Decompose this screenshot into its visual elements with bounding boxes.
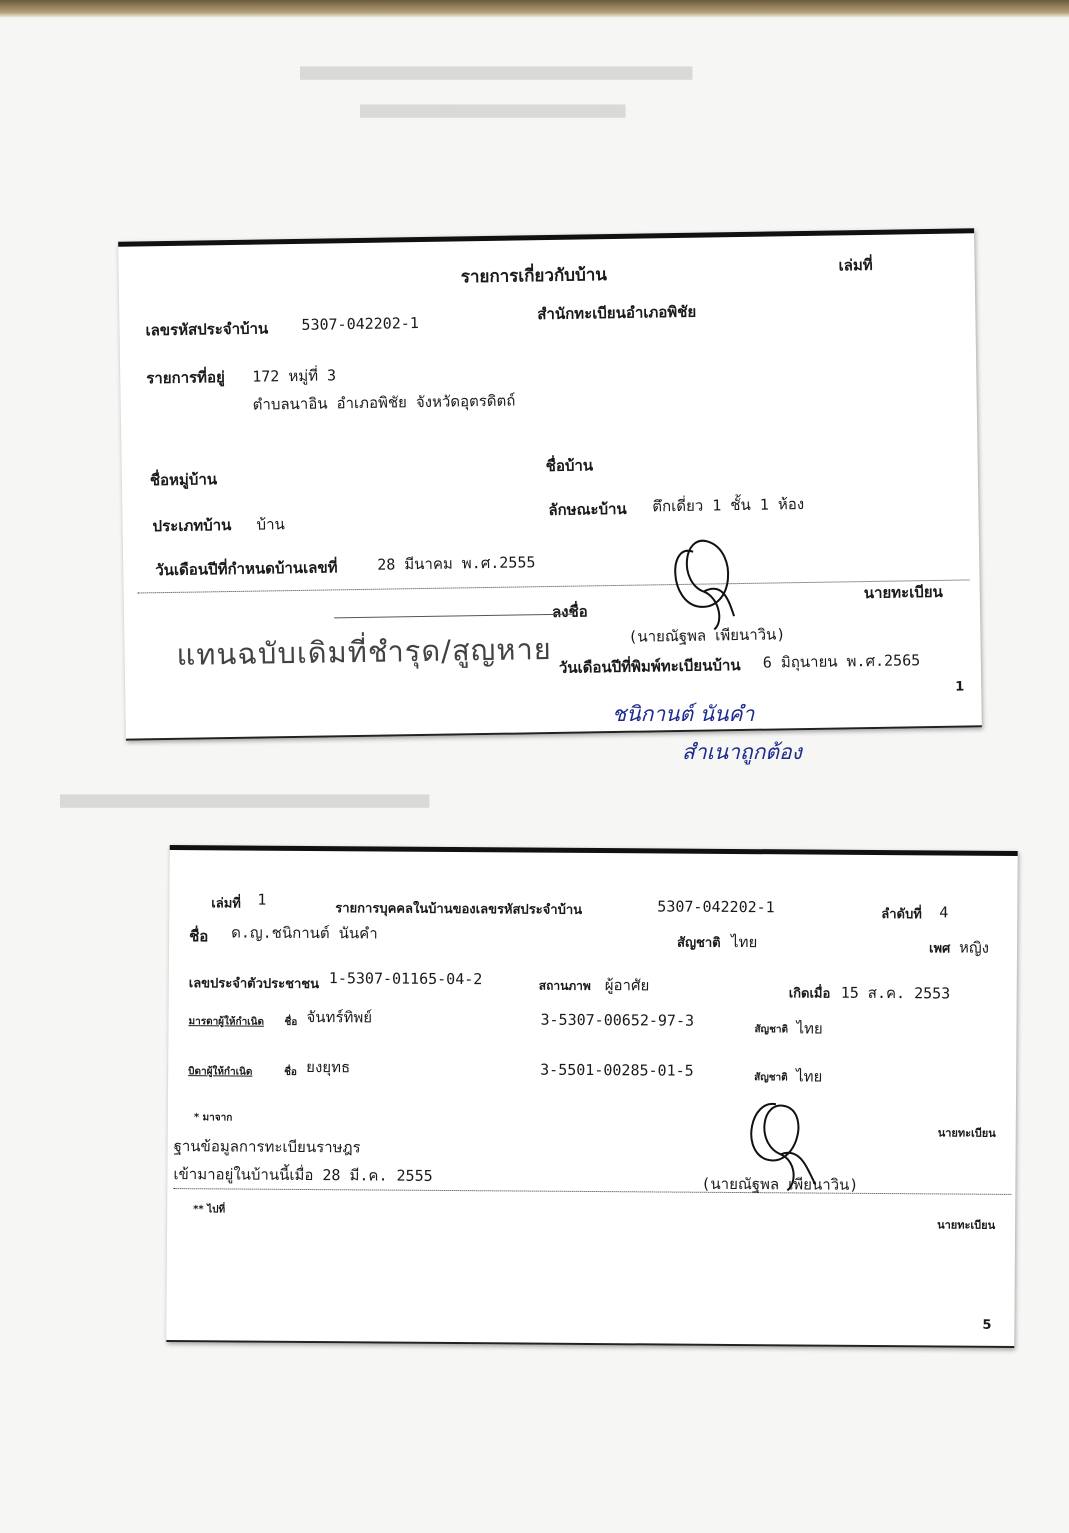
registrar-name: (นายณัฐพล เพียนาวิน) [628,625,786,646]
address-label: รายการที่อยู่ [146,368,225,388]
father-label: บิดาผู้ให้กำเนิด [188,1066,253,1078]
signature-image [663,521,745,632]
top-edge-shadow [0,0,1069,18]
book-label: เล่มที่ [211,896,241,912]
handwritten-name: ชนิกานต์ นันคำ [612,702,755,726]
house-type-label: ประเภทบ้าน [152,516,232,536]
print-date-label: วันเดือนปีที่พิมพ์ทะเบียนบ้าน [558,656,741,677]
page-number: 5 [982,1317,992,1333]
registrar-title-2: นายทะเบียน [937,1218,996,1232]
house-code: 5307-042202-1 [301,314,419,334]
person-list-header: รายการบุคคลในบ้านของเลขรหัสประจำบ้าน [335,901,583,918]
dotted-divider [173,1188,1011,1195]
seq-number: 4 [939,903,949,922]
card-title: รายการเกี่ยวกับบ้าน [460,265,608,288]
village-label: ชื่อหมู่บ้าน [149,470,218,490]
nationality-label: สัญชาติ [677,935,721,951]
bleed-through-text: ▆▆▆▆▆▆▆▆▆▆▆▆▆▆▆▆▆▆▆▆▆▆▆ [360,100,626,118]
book-label: เล่มที่ [838,255,873,275]
name-label: ชื่อ [189,927,209,946]
registrar-title: นายทะเบียน [937,1126,996,1140]
print-date: 6 มิถุนายน พ.ศ.2565 [762,651,921,672]
book-number: 1 [257,890,267,909]
replacement-stamp: แทนฉบับเดิมที่ชำรุด/สูญหาย [176,631,552,672]
mother-name-label: ชื่อ [284,1016,298,1028]
from-label: * มาจาก [193,1112,233,1124]
status-label: สถานภาพ [538,978,591,993]
address-line-2: ตำบลนาอิน อำเภอพิชัย จังหวัดอุตรดิตถ์ [252,391,516,414]
house-style-label: ลักษณะบ้าน [548,499,627,520]
dotted-divider [138,579,970,593]
signature-image [735,1094,826,1195]
person-info-card [166,845,1017,1348]
id-label: เลขประจำตัวประชาชน [188,976,320,993]
house-info-card [118,228,982,740]
stamp-strike [334,614,574,619]
house-type: บ้าน [256,515,285,534]
seq-label: ลำดับที่ [881,907,922,923]
status: ผู้อาศัย [604,976,650,995]
mother-id: 3-5307-00652-97-3 [540,1010,695,1030]
assigned-date: 28 มีนาคม พ.ศ.2555 [377,553,536,574]
from-value: ฐานข้อมูลการทะเบียนราษฎร [173,1137,361,1157]
mother-name: จันทร์ทิพย์ [306,1008,373,1027]
house-name-label: ชื่อบ้าน [545,456,594,476]
house-code-label: เลขรหัสประจำบ้าน [145,319,269,340]
moved-in-date: เข้ามาอยู่ในบ้านนี้เมื่อ 28 มี.ค. 2555 [173,1165,433,1185]
sex: หญิง [958,938,990,957]
mother-nationality: ไทย [796,1019,823,1038]
father-id: 3-5501-00285-01-5 [540,1060,694,1080]
citizen-id: 1-5307-01165-04-2 [328,969,483,989]
father-name-label: ชื่อ [284,1066,297,1078]
address-line-1: 172 หมู่ที่ 3 [252,366,337,386]
mother-label: มารดาผู้ให้กำเนิด [188,1016,265,1028]
assigned-date-label: วันเดือนปีที่กำหนดบ้านเลขที่ [155,558,338,580]
handwritten-certify: สำเนาถูกต้อง [682,740,802,764]
bleed-through-text: ▆▆▆▆▆▆▆▆▆▆▆▆▆▆▆▆▆▆▆▆▆▆▆▆▆▆▆▆▆▆▆▆▆▆ [300,62,693,80]
nationality: ไทย [731,932,758,952]
house-code: 5307-042202-1 [657,897,775,917]
person-name: ด.ญ.ชนิกานต์ นันคำ [231,923,378,943]
sign-label: ลงชื่อ [551,602,588,621]
page-number: 1 [955,679,965,695]
to-label: ** ไปที่ [193,1204,226,1216]
sex-label: เพศ [928,941,951,957]
born-label: เกิดเมื่อ [788,986,831,1002]
house-style: ตึกเดี่ยว 1 ชั้น 1 ห้อง [652,495,805,516]
father-nationality-label: สัญชาติ [754,1072,788,1084]
father-nationality: ไทย [796,1067,823,1086]
registry-office: สำนักทะเบียนอำเภอพิชัย [537,302,697,324]
birth-date: 15 ส.ค. 2553 [840,983,951,1003]
registrar-name: (นายณัฐพล เพียนาวิน) [701,1174,859,1194]
bleed-through-text: ▆▆▆▆▆▆▆▆▆▆▆▆▆▆▆▆▆▆▆▆▆▆▆▆▆▆▆▆▆▆▆▆ [60,790,430,808]
registrar-title: นายทะเบียน [863,582,943,603]
father-name: ยงยุทธ [306,1058,351,1077]
mother-nationality-label: สัญชาติ [754,1024,789,1036]
